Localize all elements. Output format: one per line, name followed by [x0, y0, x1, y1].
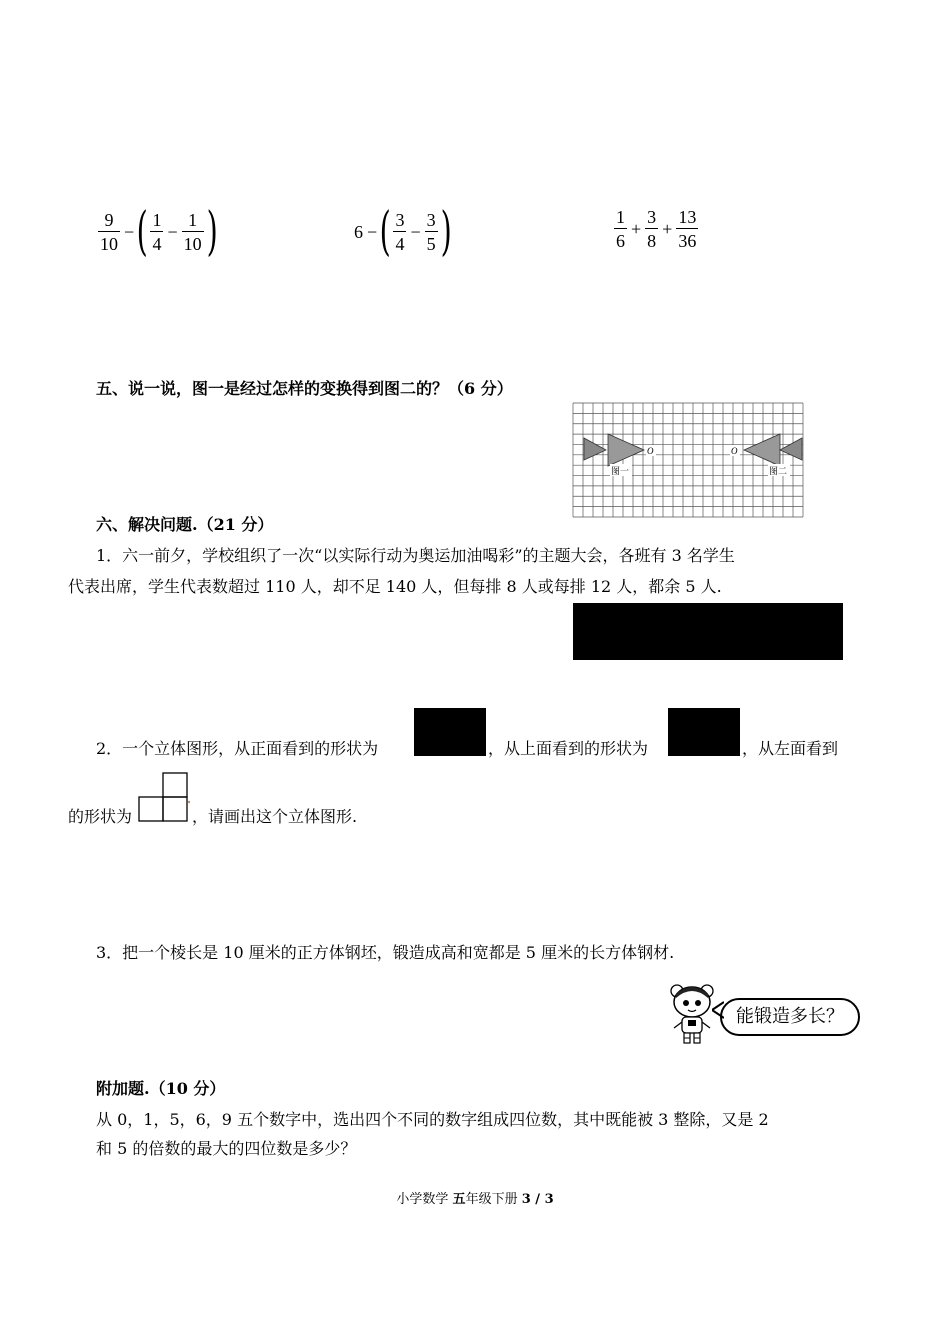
page-footer: 小学数学 五年级下册 3 / 3 [396, 1192, 554, 1207]
label-o-left: O [647, 446, 654, 456]
bonus-line-1: 从 0，1，5，6，9 五个数字中，选出四个不同的数字组成四位数，其中既能被 3 整除，又是 2 [96, 1110, 769, 1129]
left-view-shape [138, 772, 192, 824]
left-paren: ( [136, 202, 148, 262]
fraction: $\frac{3}{5}$ [426, 209, 436, 254]
triangle-large-left [608, 434, 644, 466]
bonus-title: 附加题.（10 分） [96, 1079, 226, 1098]
section5-title: 五、说一说，图一是经过怎样的变换得到图二的？（6 分） [96, 379, 513, 398]
fraction: $\frac{1}{6}$ [616, 207, 625, 251]
question-1-line-1: 1．六一前夕，学校组织了一次“以实际行动为奥运加油喝彩”的主题大会，各班有 3 名学生 [96, 546, 735, 565]
right-paren: ) [440, 202, 452, 262]
question-2-part-2: ，从上面看到的形状为 [488, 739, 649, 758]
cartoon-child-icon [668, 982, 716, 1048]
fraction: $\frac{13}{36}$ [678, 207, 697, 251]
right-paren: ) [206, 202, 218, 262]
fraction: $\frac{9}{10}$ [100, 209, 118, 254]
question-2-part-3: ，从左面看到 [742, 739, 839, 758]
question-2-part-1: 2．一个立体图形，从正面看到的形状为 [96, 739, 379, 758]
top-view-image [668, 708, 740, 756]
expression-3: $\frac{1}{6}$ + $\frac{3}{8}$ + $\frac{13}{36}$ [616, 207, 697, 251]
label-o-right: O [731, 446, 738, 456]
fraction: $\frac{3}{8}$ [647, 207, 657, 251]
front-view-image [414, 708, 486, 756]
label-figure-2: 图二 [769, 467, 788, 477]
fraction: $\frac{1}{4}$ [152, 209, 162, 254]
question-2-part-5: ，请画出这个立体图形. [192, 807, 358, 826]
speech-bubble: 能锻造多长？ [720, 998, 860, 1036]
fraction: $\frac{3}{4}$ [395, 209, 405, 254]
left-paren: ( [379, 202, 391, 262]
question-3: 3．把一个棱长是 10 厘米的正方体钢坯，锻造成高和宽都是 5 厘米的长方体钢材. [96, 943, 675, 962]
expression-1: $\frac{9}{10}$ − ( $\frac{1}{4}$ − $\frac{1}{10}$ ) [100, 202, 218, 262]
bonus-line-2: 和 5 的倍数的最大的四位数是多少？ [96, 1139, 357, 1158]
label-figure-1: 图一 [611, 467, 630, 477]
question-2-part-4: 的形状为 [68, 807, 133, 826]
redacted-box [573, 603, 843, 660]
triangle-large-right [744, 434, 780, 466]
question-1-line-2: 代表出席，学生代表数超过 110 人，却不足 140 人，但每排 8 人或每排 12 人，都余 5 人. [68, 577, 722, 596]
expression-2: 6 − ( $\frac{3}{4}$ − $\frac{3}{5}$ ) [354, 202, 452, 262]
transformation-grid [572, 402, 804, 518]
section6-title: 六、解决问题.（21 分） [96, 515, 274, 534]
fraction: $\frac{1}{10}$ [183, 209, 202, 254]
